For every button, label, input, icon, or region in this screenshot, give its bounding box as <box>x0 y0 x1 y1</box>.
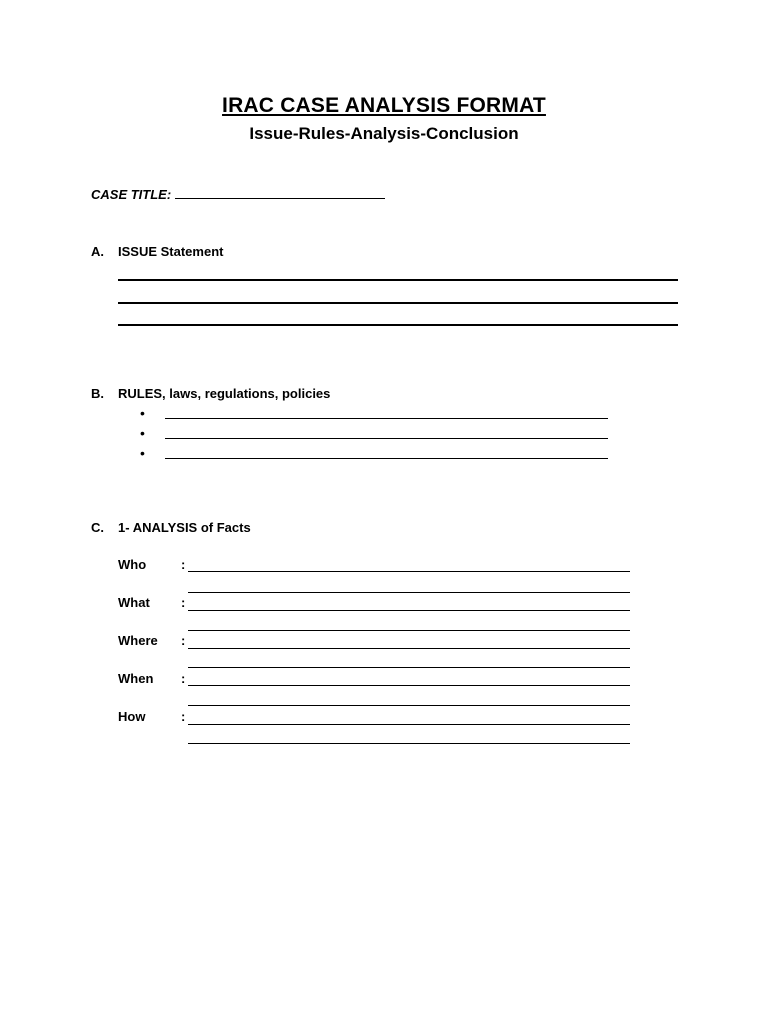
case-title-row <box>91 187 385 202</box>
section-c-letter: C. <box>91 520 104 535</box>
section-b-letter: B. <box>91 386 104 401</box>
issue-line-3[interactable] <box>118 324 678 326</box>
question-who-colon: : <box>181 557 186 572</box>
question-how-line-2[interactable] <box>188 743 630 744</box>
section-c-heading: 1- ANALYSIS of Facts <box>118 520 251 535</box>
question-when-colon: : <box>181 671 186 686</box>
question-when-label: When <box>118 671 154 686</box>
question-when-line-1[interactable] <box>188 685 630 686</box>
rule-bullet-1: • <box>140 405 145 421</box>
section-a-letter: A. <box>91 244 104 259</box>
question-what-colon: : <box>181 595 186 610</box>
question-when-line-2[interactable] <box>188 705 630 706</box>
question-who-line-2[interactable] <box>188 592 630 593</box>
question-where-colon: : <box>181 633 186 648</box>
section-b-heading: RULES, laws, regulations, policies <box>118 386 331 401</box>
question-who-label: Who <box>118 557 147 572</box>
question-how-line-1[interactable] <box>188 724 630 725</box>
question-who-line-1[interactable] <box>188 571 630 572</box>
question-how-colon: : <box>181 709 186 724</box>
issue-line-2[interactable] <box>118 302 678 304</box>
rule-line-3[interactable] <box>165 458 608 459</box>
rule-bullet-3: • <box>140 445 145 461</box>
question-what-line-1[interactable] <box>188 610 630 611</box>
issue-line-1[interactable] <box>118 279 678 281</box>
document-subtitle: Issue-Rules-Analysis-Conclusion <box>249 124 519 143</box>
document-title: IRAC CASE ANALYSIS FORMAT <box>222 94 546 117</box>
question-where-label: Where <box>118 633 158 648</box>
case-title-blank[interactable] <box>175 187 385 199</box>
rule-line-2[interactable] <box>165 438 608 439</box>
question-where-line-2[interactable] <box>188 667 630 668</box>
case-title-label: CASE TITLE: <box>91 187 172 202</box>
rule-line-1[interactable] <box>165 418 608 419</box>
question-what-line-2[interactable] <box>188 630 630 631</box>
question-what-label: What <box>118 595 150 610</box>
rule-bullet-2: • <box>140 425 145 441</box>
section-a-heading: ISSUE Statement <box>118 244 224 259</box>
question-how-label: How <box>118 709 146 724</box>
question-where-line-1[interactable] <box>188 648 630 649</box>
